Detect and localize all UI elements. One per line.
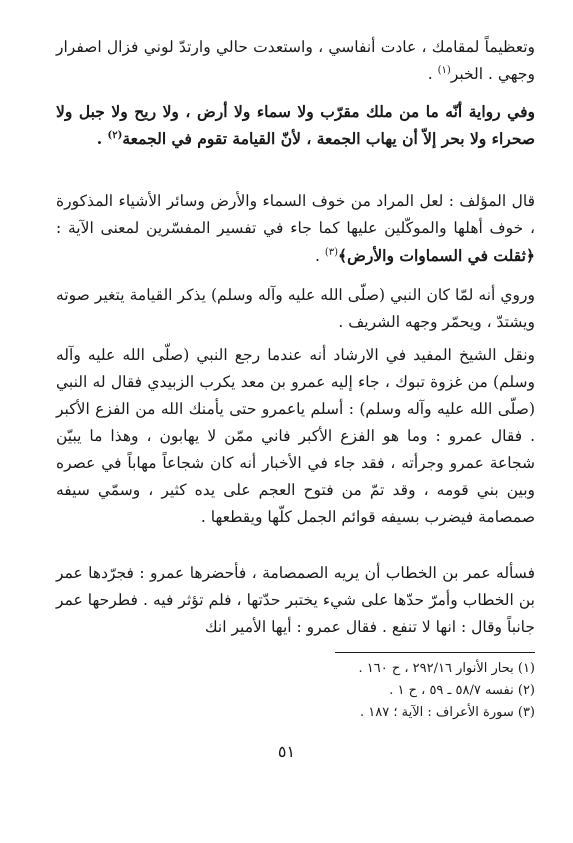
footnote-ref-3: (٣) — [324, 246, 339, 258]
paragraph-2-tail: . — [96, 129, 108, 148]
paragraph-1-text: وتعظيماً لمقامك ، عادت أنفاسي ، واستعدت حالي وارتدّ لوني فزال اصفرار وجهي . الخبر — [56, 38, 535, 83]
paragraph-3-tail: . — [314, 247, 325, 265]
paragraph-6-text: فسأله عمر بن الخطاب أن يريه الصمصامة ، فأحضرها عمرو : فجرّدها عمر بن الخطاب وأمرّ حدّها على شيء يختبر حدّتها ، فلم تؤثر فيه . فطرحها عمر جانباً وقال : انها لا تنفع . فقال عمرو : أيها الأمير انك — [56, 564, 535, 636]
footnote-ref-1: (١) — [437, 64, 451, 76]
footnote-divider — [335, 652, 535, 653]
page-number: ٥١ — [277, 742, 296, 761]
paragraph-1 — [56, 34, 535, 88]
footnote-1: (١) بحار الأنوار ٢٩٢/١٦ ، ح ١٦٠ . — [358, 661, 535, 676]
footnote-3: (٣) سورة الأعراف : الآية ؛ ١٨٧ . — [359, 705, 535, 720]
footnotes-list — [56, 658, 535, 724]
paragraph-5 — [56, 342, 535, 531]
paragraph-6 — [56, 560, 535, 641]
footnote-2: (٢) نفسه ٥٨/٧ ـ ٥٩ ، ح ١ . — [389, 683, 535, 698]
quran-verse: ﴿ثقلت في السماوات والأرض﴾ — [338, 246, 535, 265]
paragraph-2 — [56, 98, 535, 152]
paragraph-4 — [56, 282, 535, 336]
paragraph-5-text: ونقل الشيخ المفيد في الارشاد أنه عندما رجع النبي (صلّى الله عليه وآله وسلم) من غزوة تبوك ، جاء إليه عمرو بن معد يكرب الزبيدي فقال له النبي (صلّى الله عليه وآله وسلم) : أسلم ياعمرو حتى يأمنك الله من الفزع الأكبر . فقال عمرو : وما هو الفزع الأكبر فاني ممّن لا يهابون ، وهذا ما يبيّن شجاعة عمرو وجرأته ، فقد جاء في الأخبار أنه كان شجاعاً مهاباً في عصره وبين بني قومه ، وقد تمّ من فتوح العجم على يده كثير ، وسمّي سيفه صمصامة فيضرب بسيفه قوائم الجمل كلّها ويقطعها . — [56, 346, 535, 526]
paragraph-4-text: وروي أنه لمّا كان النبي (صلّى الله عليه وآله وسلم) يذكر القيامة يتغير صوته ويشتدّ ، ويحمّر وجهه الشريف . — [56, 286, 535, 331]
paragraph-3-text: قال المؤلف : لعل المراد من خوف السماء والأرض وسائر الأشياء المذكورة ، خوف أهلها والموكّلين عليها كما جاء في تفسير المفسّرين لمعنى الآية : — [56, 192, 535, 237]
footnote-ref-2: (٢) — [107, 129, 123, 141]
paragraph-3 — [56, 188, 535, 270]
paragraph-2-text: وفي رواية أنّه ما من ملك مقرّب ولا سماء ولا أرض ، ولا ريح ولا جبل ولا صحراء ولا بحر إلاّ أن يهاب الجمعة ، لأنّ القيامة تقوم في الجمعة — [56, 102, 535, 148]
paragraph-1-tail: . — [427, 65, 438, 83]
